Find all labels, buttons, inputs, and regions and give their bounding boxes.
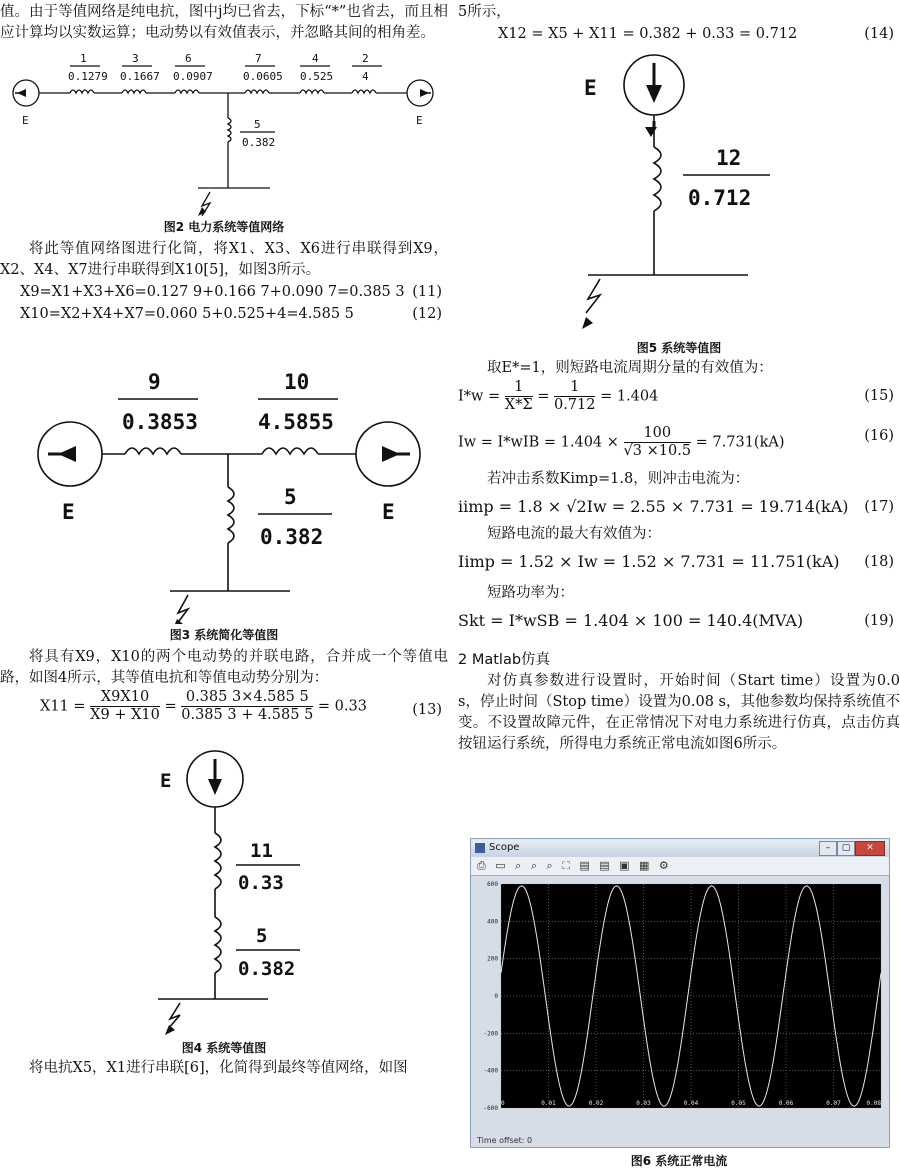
scope-app-icon: [475, 843, 485, 853]
paragraph-simulation: 对仿真参数进行设置时，开始时间（Start time）设置为0.0 s，停止时间（Stop time）设置为0.08 s，其他参数均保持系统值不变。不设置故障元件，在正常情况下对电力系统进行仿真，点击仿真按钮运行系统，所得电力系统正常电流如图6所示。: [458, 673, 900, 752]
fig2-branch-val: 0.382: [242, 136, 276, 149]
equation-13-lhs: X11 =: [40, 698, 86, 715]
figure-5-final: [458, 47, 900, 337]
equation-15-rhs: = 1.404: [600, 388, 659, 405]
left-column: [0, 0, 448, 1079]
equation-16-rhs: = 7.731(kA): [695, 434, 785, 451]
equation-13-number: (13): [412, 702, 442, 718]
equation-17: [458, 490, 900, 524]
scope-minimize-button[interactable]: –: [819, 841, 837, 856]
equation-13-num2: 0.385 3×4.585 5: [181, 689, 313, 707]
fig2-label-1-val: 0.1279: [68, 70, 108, 83]
fig5-x12-val: 0.712: [688, 186, 752, 210]
x-tick-label: 0.02: [588, 1100, 604, 1107]
figure-6-caption: 图6 系统正常电流: [630, 1154, 728, 1168]
fig2-label-3-val: 0.1667: [120, 70, 160, 83]
equation-16-number: (16): [864, 428, 894, 444]
paragraph-fig5-ref: 5所示，: [458, 4, 511, 20]
x-tick-label: 0.01: [541, 1100, 556, 1107]
figure-2-network: [0, 46, 448, 216]
equation-15-number: (15): [864, 388, 894, 404]
fig3-x5-val: 0.382: [260, 525, 324, 549]
paragraph-simplify: 将此等值网络图进行化简，将X1、X3、X6进行串联得到X9，X2、X4、X7进行串联得到X10[5]，如图3所示。: [0, 241, 448, 278]
equation-16-lhs: Iw = I*wIB = 1.404 ×: [458, 434, 619, 451]
scope-maximize-button[interactable]: ▢: [837, 841, 855, 856]
equation-16-num1: 100: [624, 425, 692, 443]
equation-18-text: Iimp = 1.52 × Iw = 1.52 × 7.731 = 11.751(kA): [458, 552, 840, 571]
equation-17-number: (17): [864, 499, 894, 515]
fig2-source-right: E: [416, 114, 423, 127]
paragraph-max-current: 短路电流的最大有效值为：: [487, 526, 661, 542]
paragraph-power: 短路功率为：: [487, 585, 574, 601]
fig2-label-2-val: 4: [362, 70, 369, 83]
fig4-source: E: [160, 770, 172, 792]
fig3-source-right: E: [382, 500, 395, 524]
figure-5-caption: 图5 系统等值图: [636, 341, 722, 355]
fig2-label-3-num: 3: [132, 52, 139, 65]
equation-12-number: (12): [412, 306, 442, 322]
fig4-x11-val: 0.33: [238, 872, 284, 894]
fig5-source: E: [584, 76, 597, 100]
scope-window: [470, 838, 890, 1148]
fig2-label-1-num: 1: [80, 52, 87, 65]
fig3-x9-num: 9: [148, 370, 161, 394]
equation-15-den1: X*Σ: [504, 397, 533, 413]
equation-15-lhs: I*w =: [458, 388, 501, 405]
fig2-source-left: E: [22, 114, 29, 127]
equation-19-number: (19): [864, 613, 894, 629]
y-tick-label: -400: [483, 1067, 498, 1075]
fig2-label-4-val: 0.525: [300, 70, 334, 83]
fig2-label-7-val: 0.0605: [243, 70, 283, 83]
scope-time-offset: Time offset: 0: [477, 1136, 533, 1145]
equation-13: X11 = $\frac{X9X10}{X9 + X10}$ = $\frac{0.385 3\times 4.585 5}{0.385 3 + 4.585 5}$ = 0.33 (13): [40, 689, 442, 723]
fig3-x10-num: 10: [284, 370, 310, 394]
scope-title: Scope: [489, 842, 520, 853]
fig3-source-left: E: [62, 500, 75, 524]
x-tick-label: 0.07: [826, 1100, 841, 1107]
figure-3-caption: 图3 系统简化等值图: [169, 628, 279, 642]
fig2-label-2-num: 2: [362, 52, 369, 65]
equation-13-rhs: = 0.33: [317, 698, 367, 715]
equation-18-number: (18): [864, 554, 894, 570]
fig4-x11-num: 11: [250, 840, 273, 862]
equation-12-text: X10=X2+X4+X7=0.060 5+0.525+4=4.585 5: [20, 306, 354, 322]
equation-16: [458, 425, 900, 469]
x-tick-label: 0.03: [636, 1100, 651, 1107]
equation-14: [458, 23, 900, 45]
equation-19: [458, 604, 900, 638]
equation-15-num1: 1: [505, 379, 533, 397]
y-tick-label: 400: [487, 918, 498, 926]
scope-plot: [471, 876, 889, 1126]
x-tick-label: 0.04: [683, 1100, 699, 1107]
equation-15: I*w = $\frac{1}{X*\Sigma}$ = $\frac{1}{0.712}$ = 1.404 (15): [458, 379, 894, 413]
fig2-branch-num: 5: [254, 118, 261, 131]
fig4-x5-val: 0.382: [238, 958, 296, 980]
equation-18: [458, 545, 900, 579]
equation-11: [0, 281, 448, 303]
scope-title-bar: [471, 839, 889, 857]
y-tick-label: 600: [487, 881, 498, 888]
equation-13-num1: X9X10: [90, 689, 160, 707]
y-tick-label: 0: [494, 993, 498, 1000]
figure-4-caption: 图4 系统等值图: [181, 1041, 267, 1055]
paragraph-intro: 值。由于等值网络是纯电抗，图中j均已省去，下标“*”也省去，而且相应计算均以实数运算；电动势以有效值表示，并忽略其间的相角差。: [0, 4, 448, 41]
figure-3-simplified: [0, 329, 448, 624]
equation-14-text: X12 = X5 + X11 = 0.382 + 0.33 = 0.712: [498, 26, 798, 42]
y-tick-label: -600: [483, 1105, 498, 1112]
fig3-x10-val: 4.5855: [258, 410, 334, 434]
equation-16-den1: √3 ×10.5: [623, 443, 692, 459]
fig4-x5-num: 5: [256, 925, 268, 947]
equation-13-den2: 0.385 3 + 4.585 5: [181, 707, 314, 723]
equation-19-text: Skt = I*wSB = 1.404 × 100 = 140.4(MVA): [458, 611, 804, 630]
equation-11-text: X9=X1+X3+X6=0.127 9+0.166 7+0.090 7=0.385 3: [20, 284, 405, 300]
paragraph-impulse: 若冲击系数Kimp=1.8，则冲击电流为：: [487, 471, 750, 487]
x-tick-label: 0.08: [866, 1100, 881, 1107]
section-heading: 2 Matlab仿真: [458, 652, 551, 668]
y-tick-label: -200: [483, 1030, 498, 1038]
fig2-label-7-num: 7: [255, 52, 262, 65]
fig3-x5-num: 5: [284, 485, 297, 509]
equation-12: [0, 303, 448, 325]
x-tick-label: 0: [501, 1100, 505, 1107]
paragraph-current: 取E*=1，则短路电流周期分量的有效值为：: [487, 360, 773, 376]
fig2-label-6-val: 0.0907: [173, 70, 213, 83]
figure-4-equivalent: [0, 737, 448, 1037]
equation-13-den1: X9 + X10: [90, 707, 160, 723]
scope-close-button[interactable]: ✕: [855, 841, 885, 856]
figure-2-caption: 图2 电力系统等值网络: [163, 220, 285, 234]
fig2-label-6-num: 6: [185, 52, 192, 65]
y-tick-label: 200: [487, 955, 498, 963]
equation-17-text: iimp = 1.8 × √2Iw = 2.55 × 7.731 = 19.714(kA): [458, 497, 849, 516]
scope-toolbar[interactable]: ⎙ ▭ ⌕ ⌕ ⌕ ⛶ ▤ ▤ ▣ ▦ ⚙: [471, 857, 889, 876]
equation-15-den2: 0.712: [553, 397, 596, 413]
equation-14-number: (14): [864, 26, 894, 42]
fig5-x12-num: 12: [716, 146, 742, 170]
paragraph-parallel: 将具有X9，X10的两个电动势的并联电路，合并成一个等值电路，如图4所示，其等值电抗和等值电动势分别为：: [0, 649, 448, 686]
x-tick-label: 0.05: [731, 1100, 746, 1107]
equation-15-num2: 1: [554, 379, 596, 397]
right-column: [458, 0, 900, 1168]
paragraph-series: 将电抗X5，X1进行串联[6]，化简得到最终等值网络，如图: [29, 1060, 408, 1076]
fig3-x9-val: 0.3853: [122, 410, 198, 434]
x-tick-label: 0.06: [778, 1100, 794, 1107]
equation-11-number: (11): [412, 284, 442, 300]
fig2-label-4-num: 4: [312, 52, 319, 65]
